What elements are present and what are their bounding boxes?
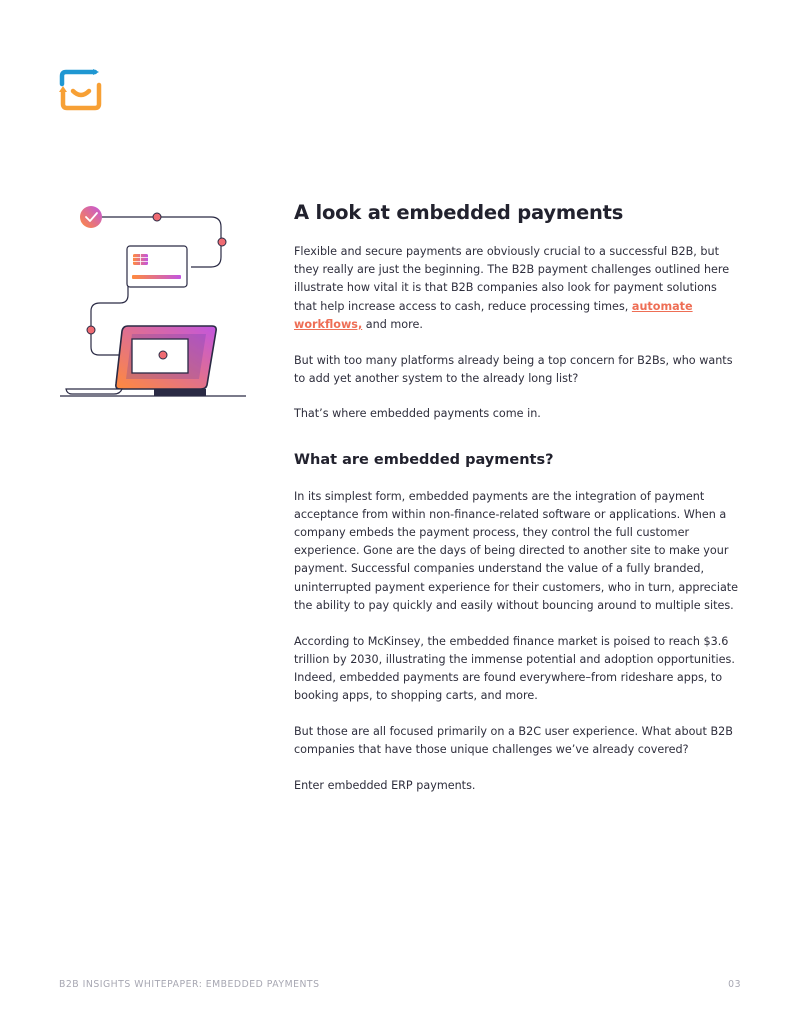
automate-workflows-link[interactable]: automate workflows,	[294, 299, 693, 331]
b2c-focus-paragraph: But those are all focused primarily on a B2C user experience. What about B2B companies that have those unique challenges we’ve already covered?	[294, 724, 733, 757]
intro-paragraph	[294, 243, 739, 334]
embedded-intro-paragraph: That’s where embedded payments come in.	[294, 407, 541, 421]
brand-logo-icon	[58, 68, 104, 114]
embedded-payment-illustration	[56, 200, 250, 404]
page-title: A look at embedded payments	[294, 201, 624, 224]
platforms-paragraph: But with too many platforms already being a top concern for B2Bs, who wants to add yet another system to the already long list?	[294, 353, 733, 385]
footer-label: B2B INSIGHTS WHITEPAPER: EMBEDDED PAYMENTS	[59, 979, 320, 990]
mckinsey-paragraph: According to McKinsey, the embedded finance market is poised to reach $3.6 trillion by 2030, illustrating the immense potential and adoption opportunities. Indeed, embedded payments are found everywhere–from rideshare apps, to booking apps, to shopping carts, and more.	[294, 634, 735, 703]
definition-paragraph: In its simplest form, embedded payments are the integration of payment acceptance from within non-finance-related software or applications. When a company embeds the payment process, they control the full customer experience. Gone are the days of being directed to another site to make your payment. Successful companies understand the value of a fully branded, uninterrupted payment experience for their customers, who in turn, appreciate the ability to pay quickly and easily without bouncing around to multiple sites.	[294, 489, 739, 612]
main-content	[294, 200, 739, 795]
erp-paragraph: Enter embedded ERP payments.	[294, 778, 476, 792]
intro-text-end: and more.	[362, 317, 423, 331]
intro-text-start: Flexible and secure payments are obviously crucial to a successful B2B, but they really are just the beginning. The B2B payment challenges outlined here illustrate how vital it is that B2B companies also look for payment solutions that help increase access to cash, reduce processing times,	[294, 245, 730, 313]
section-heading: What are embedded payments?	[294, 451, 554, 468]
page-number: 03	[728, 979, 741, 990]
